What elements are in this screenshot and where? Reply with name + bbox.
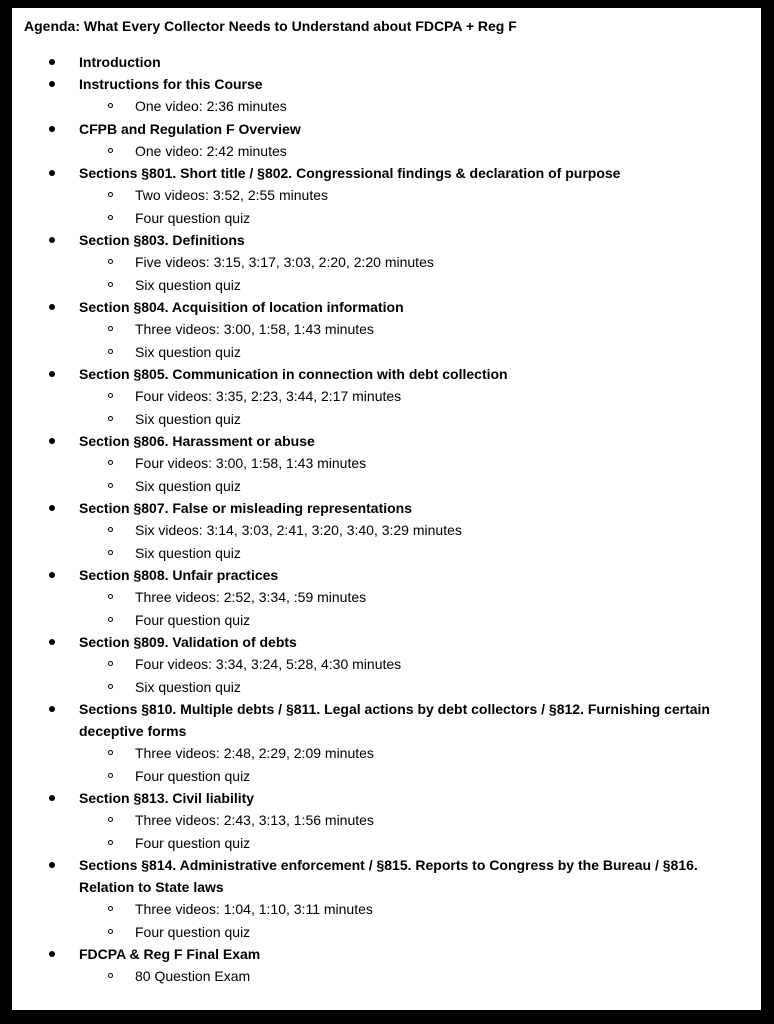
hollow-bullet-icon xyxy=(108,773,113,778)
bullet-icon xyxy=(49,126,55,132)
bullet-icon xyxy=(49,706,55,712)
hollow-bullet-icon xyxy=(108,460,113,465)
detail-text: Six question quiz xyxy=(135,477,241,494)
section-detail xyxy=(12,274,761,297)
section-label: FDCPA & Reg F Final Exam xyxy=(79,946,261,962)
detail-text: Six videos: 3:14, 3:03, 2:41, 3:20, 3:40, 3:29 minutes xyxy=(135,522,462,538)
section-detail xyxy=(12,765,761,788)
section-heading xyxy=(12,430,761,452)
hollow-bullet-icon xyxy=(108,973,113,978)
hollow-bullet-icon xyxy=(108,840,113,845)
agenda-section xyxy=(12,943,761,988)
agenda-section xyxy=(12,162,761,229)
section-heading xyxy=(12,698,761,742)
section-heading xyxy=(12,631,761,653)
detail-text: Four question quiz xyxy=(135,767,251,784)
section-detail xyxy=(12,341,761,364)
detail-text: Four question quiz xyxy=(135,209,251,226)
hollow-bullet-icon xyxy=(108,684,113,689)
detail-text: Six question quiz xyxy=(135,343,241,360)
section-heading xyxy=(12,497,761,519)
agenda-section xyxy=(12,430,761,497)
detail-text: Two videos: 3:52, 2:55 minutes xyxy=(135,187,328,203)
bullet-icon xyxy=(49,170,55,176)
section-heading xyxy=(12,854,761,898)
section-detail xyxy=(12,965,761,988)
hollow-bullet-icon xyxy=(108,282,113,287)
hollow-bullet-icon xyxy=(108,817,113,822)
section-label: Introduction xyxy=(79,54,161,70)
section-label: Section §809. Validation of debts xyxy=(79,634,297,650)
hollow-bullet-icon xyxy=(108,416,113,421)
detail-text: Four videos: 3:34, 3:24, 5:28, 4:30 minutes xyxy=(135,656,402,672)
section-detail xyxy=(12,921,761,944)
section-label: Section §808. Unfair practices xyxy=(79,567,279,583)
bullet-icon xyxy=(49,505,55,511)
bullet-icon xyxy=(49,81,55,87)
detail-text: Three videos: 3:00, 1:58, 1:43 minutes xyxy=(135,321,374,337)
agenda-section xyxy=(12,118,761,163)
detail-text: Six question quiz xyxy=(135,544,241,561)
section-heading xyxy=(12,51,761,73)
hollow-bullet-icon xyxy=(108,661,113,666)
section-detail xyxy=(12,898,761,921)
hollow-bullet-icon xyxy=(108,594,113,599)
section-heading xyxy=(12,943,761,965)
section-detail xyxy=(12,207,761,230)
section-detail xyxy=(12,251,761,274)
section-label: Sections §810. Multiple debts / §811. Legal actions by debt collectors / §812. Furnishing certain deceptive forms xyxy=(79,701,710,739)
section-detail xyxy=(12,742,761,765)
section-detail xyxy=(12,586,761,609)
section-detail xyxy=(12,184,761,207)
detail-text: Six question quiz xyxy=(135,410,241,427)
section-heading xyxy=(12,229,761,251)
agenda-section xyxy=(12,497,761,564)
section-label: Sections §801. Short title / §802. Congressional findings & declaration of purpose xyxy=(79,165,621,181)
section-label: Instructions for this Course xyxy=(79,76,263,92)
section-detail xyxy=(12,475,761,498)
detail-text: Three videos: 2:43, 3:13, 1:56 minutes xyxy=(135,812,374,828)
hollow-bullet-icon xyxy=(108,527,113,532)
section-label: Section §807. False or misleading representations xyxy=(79,500,413,516)
hollow-bullet-icon xyxy=(108,349,113,354)
section-heading xyxy=(12,564,761,586)
section-label: Section §804. Acquisition of location information xyxy=(79,299,404,315)
section-label: Sections §814. Administrative enforcement / §815. Reports to Congress by the Bureau / §816. Relation to State laws xyxy=(79,857,698,895)
hollow-bullet-icon xyxy=(108,192,113,197)
agenda-page xyxy=(12,8,761,1010)
section-heading xyxy=(12,73,761,95)
bullet-icon xyxy=(49,438,55,444)
detail-text: Four videos: 3:35, 2:23, 3:44, 2:17 minutes xyxy=(135,388,402,404)
hollow-bullet-icon xyxy=(108,483,113,488)
section-detail xyxy=(12,809,761,832)
detail-text: Four question quiz xyxy=(135,923,251,940)
detail-text: One video: 2:36 minutes xyxy=(135,98,287,114)
agenda-section xyxy=(12,631,761,698)
section-heading xyxy=(12,787,761,809)
section-detail xyxy=(12,318,761,341)
section-heading xyxy=(12,162,761,184)
agenda-section xyxy=(12,698,761,787)
agenda-section xyxy=(12,73,761,118)
detail-text: Three videos: 1:04, 1:10, 3:11 minutes xyxy=(135,901,373,917)
agenda-section xyxy=(12,854,761,943)
agenda-section xyxy=(12,564,761,631)
section-detail xyxy=(12,832,761,855)
hollow-bullet-icon xyxy=(108,750,113,755)
section-detail xyxy=(12,542,761,565)
bullet-icon xyxy=(49,862,55,868)
agenda-section xyxy=(12,229,761,296)
bullet-icon xyxy=(49,237,55,243)
section-heading xyxy=(12,296,761,318)
section-detail xyxy=(12,140,761,163)
bullet-icon xyxy=(49,795,55,801)
bullet-icon xyxy=(49,639,55,645)
hollow-bullet-icon xyxy=(108,215,113,220)
hollow-bullet-icon xyxy=(108,906,113,911)
agenda-section xyxy=(12,363,761,430)
hollow-bullet-icon xyxy=(108,550,113,555)
hollow-bullet-icon xyxy=(108,103,113,108)
bullet-icon xyxy=(49,951,55,957)
agenda-section xyxy=(12,787,761,854)
detail-text: 80 Question Exam xyxy=(135,968,251,984)
detail-text: Three videos: 2:52, 3:34, :59 minutes xyxy=(135,589,367,605)
hollow-bullet-icon xyxy=(108,148,113,153)
detail-text: Six question quiz xyxy=(135,276,241,293)
detail-text: Four question quiz xyxy=(135,611,251,628)
page-title: Agenda: What Every Collector Needs to Understand about FDCPA + Reg F xyxy=(24,18,517,34)
detail-text: One video: 2:42 minutes xyxy=(135,142,287,159)
section-detail xyxy=(12,452,761,475)
detail-text: Three videos: 2:48, 2:29, 2:09 minutes xyxy=(135,745,374,761)
section-label: Section §805. Communication in connection with debt collection xyxy=(79,366,508,382)
section-detail xyxy=(12,653,761,676)
hollow-bullet-icon xyxy=(108,617,113,622)
bullet-icon xyxy=(49,304,55,310)
section-heading xyxy=(12,363,761,385)
bullet-icon xyxy=(49,59,55,65)
section-label: CFPB and Regulation F Overview xyxy=(79,120,301,137)
section-heading xyxy=(12,118,761,140)
section-detail xyxy=(12,519,761,542)
hollow-bullet-icon xyxy=(108,326,113,331)
detail-text: Six question quiz xyxy=(135,678,241,695)
agenda-section xyxy=(12,296,761,363)
section-detail xyxy=(12,609,761,632)
section-detail xyxy=(12,676,761,699)
hollow-bullet-icon xyxy=(108,259,113,264)
section-detail xyxy=(12,95,761,118)
hollow-bullet-icon xyxy=(108,929,113,934)
detail-text: Five videos: 3:15, 3:17, 3:03, 2:20, 2:20 minutes xyxy=(135,254,434,270)
bullet-icon xyxy=(49,371,55,377)
section-label: Section §803. Definitions xyxy=(79,232,245,248)
agenda-outline xyxy=(12,51,761,988)
detail-text: Four question quiz xyxy=(135,834,251,851)
section-detail xyxy=(12,408,761,431)
section-label: Section §813. Civil liability xyxy=(79,790,255,806)
section-label: Section §806. Harassment or abuse xyxy=(79,433,315,449)
section-detail xyxy=(12,385,761,408)
hollow-bullet-icon xyxy=(108,393,113,398)
bullet-icon xyxy=(49,572,55,578)
detail-text: Four videos: 3:00, 1:58, 1:43 minutes xyxy=(135,455,367,471)
agenda-section xyxy=(12,51,761,73)
